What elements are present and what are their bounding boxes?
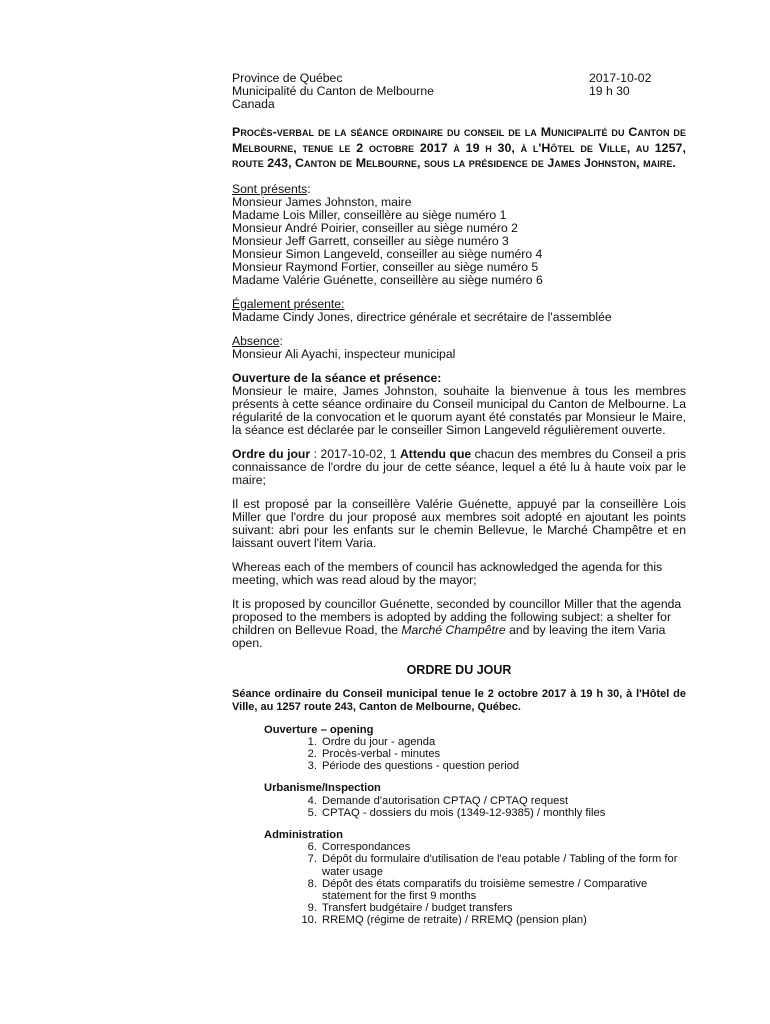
agenda-item-text: CPTAQ - dossiers du mois (1349-12-9385) / monthly files (322, 806, 606, 819)
agenda-item-number: 8. (307, 877, 317, 890)
whereas-en-text: Whereas each of the members of council has acknowledged the agenda for this meeting, which was read aloud by the mayor; (232, 559, 663, 587)
document-page (232, 72, 686, 927)
agenda-item-text: RREMQ (régime de retraite) / RREMQ (pension plan) (322, 914, 587, 927)
agenda-item (232, 760, 686, 772)
header-province: Province de Québec (232, 71, 343, 85)
whereas-text: chacun des membres du Conseil a pris connaissance de l'ordre du jour de cette séance, lequel a été lu à haute voix par le maire; (232, 446, 686, 487)
agenda-item (232, 748, 686, 760)
whereas-en (232, 561, 686, 587)
agenda-label: Ordre du jour (232, 446, 311, 461)
agenda-item-number: 7. (307, 853, 317, 866)
agenda-title: ORDRE DU JOUR (406, 662, 512, 677)
presents-section (232, 183, 686, 287)
opening-section (232, 372, 686, 437)
header-date: 2017-10-02 (589, 71, 652, 85)
proposal-en-italic: Marché Champêtre (401, 622, 506, 637)
opening-heading: Ouverture de la séance et présence: (232, 370, 442, 385)
absence-label: Absence (232, 333, 280, 348)
agenda-resolution-fr (232, 448, 686, 487)
also-present-section (232, 298, 686, 324)
also-present-person: Madame Cindy Jones, directrice générale et secrétaire de l'assemblée (232, 309, 612, 324)
member-3: Monsieur André Poirier, conseiller au siège numéro 2 (232, 220, 518, 235)
agenda-group-title: Ouverture – opening (264, 723, 374, 736)
also-present-label: Également présente: (232, 296, 345, 311)
agenda-item (232, 736, 686, 748)
agenda-group-title: Administration (264, 828, 343, 841)
agenda-item (232, 914, 686, 926)
agenda-item-text: Correspondances (322, 841, 411, 854)
agenda-item-number: 6. (307, 841, 317, 854)
agenda-item (232, 878, 686, 902)
agenda-item (232, 902, 686, 914)
absence-section (232, 335, 686, 361)
agenda-item-number: 10. (301, 914, 317, 927)
agenda-item-text: Dépôt du formulaire d'utilisation de l'eau potable / Tabling of the form for water usage (322, 853, 678, 878)
member-5: Monsieur Simon Langeveld, conseiller au siège numéro 4 (232, 246, 543, 261)
presents-colon: : (307, 181, 311, 196)
agenda-item-text: Ordre du jour - agenda (322, 735, 436, 748)
proposal-en (232, 598, 686, 650)
agenda-item-number: 9. (307, 902, 317, 915)
minutes-title-text: Procès-verbal de la séance ordinaire du conseil de la Municipalité du Canton de Melbourne, tenue le 2 octobre 2017 à 19 h 30, à l'Hôtel de Ville, au 1257, route 243, Canton de Melbourne, sous la présidence de James Johnston, maire. (232, 125, 686, 170)
absence-person: Monsieur Ali Ayachi, inspecteur municipal (232, 346, 456, 361)
agenda-item-number: 2. (307, 747, 317, 760)
agenda-item (232, 795, 686, 807)
agenda-list (232, 736, 686, 773)
member-2: Madame Lois Miller, conseillère au siège numéro 1 (232, 207, 507, 222)
minutes-title (232, 125, 686, 172)
agenda-list (232, 841, 686, 926)
header-country: Canada (232, 97, 275, 111)
member-7: Madame Valérie Guénette, conseillère au siège numéro 6 (232, 272, 543, 287)
agenda-item (232, 853, 686, 877)
agenda-item-text: Dépôt des états comparatifs du troisième semestre / Comparative statement for the first 9 months (322, 877, 648, 902)
proposal-fr-text: Il est proposé par la conseillère Valérie Guénette, appuyé par la conseillère Lois Miller que l'ordre du jour proposé aux membres soit adopté en ajoutant les points suivant: abri pour les enfants sur le chemin Bellevue, le Marché Champêtre et en laissant ouvert l'item Varia. (232, 496, 686, 550)
agenda-group-administration (232, 829, 686, 927)
member-6: Monsieur Raymond Fortier, conseiller au siège numéro 5 (232, 259, 539, 274)
header-location (232, 72, 434, 111)
agenda-list (232, 795, 686, 819)
header-datetime (589, 72, 651, 98)
absence-colon: : (279, 333, 283, 348)
agenda-group-opening (232, 724, 686, 773)
agenda-item-text: Demande d'autorisation CPTAQ / CPTAQ request (322, 794, 569, 807)
document-header (232, 72, 686, 112)
agenda-item (232, 807, 686, 819)
agenda-item-text: Période des questions - question period (322, 760, 520, 773)
member-1: Monsieur James Johnston, maire (232, 194, 412, 209)
header-time: 19 h 30 (589, 84, 630, 98)
agenda-item (232, 841, 686, 853)
proposal-en-text-2: and by leaving the item Varia open. (232, 622, 666, 650)
whereas-label: Attendu que (399, 446, 472, 461)
agenda-group-urbanisme (232, 782, 686, 819)
agenda-item-number: 3. (307, 760, 317, 773)
member-4: Monsieur Jeff Garrett, conseiller au siège numéro 3 (232, 233, 509, 248)
agenda-meeting: Séance ordinaire du Conseil municipal tenue le 2 octobre 2017 à 19 h 30, à l'Hôtel de Ville, au 1257 route 243, Canton de Melbourne, Québec. (232, 687, 686, 713)
agenda-item-text: Procès-verbal - minutes (322, 747, 441, 760)
proposal-en-text-1: It is proposed by councillor Guénette, seconded by councillor Miller that the agenda proposed to the members is adopted by adding the following subject: a shelter for children on Bellevue Road, the (232, 596, 682, 637)
agenda-group-title: Urbanisme/Inspection (264, 782, 381, 795)
presents-label: Sont présents (232, 181, 308, 196)
resolution-ref: : 2017-10-02, 1 (310, 446, 400, 461)
proposal-fr (232, 498, 686, 550)
agenda-item-text: Transfert budgétaire / budget transfers (322, 902, 513, 915)
agenda-item-number: 4. (307, 794, 317, 807)
opening-text: Monsieur le maire, James Johnston, souhaite la bienvenue à tous les membres présents à cette séance ordinaire du Conseil municipal du Canton de Melbourne. La régularité de la convocation et le quorum ayant été constatés par Monsieur le Maire, la séance est déclarée par le conseiller Simon Langeveld régulièrement ouverte. (232, 383, 686, 437)
header-municipality: Municipalité du Canton de Melbourne (232, 84, 434, 98)
agenda-item-number: 1. (307, 735, 317, 748)
agenda-item-number: 5. (307, 806, 317, 819)
